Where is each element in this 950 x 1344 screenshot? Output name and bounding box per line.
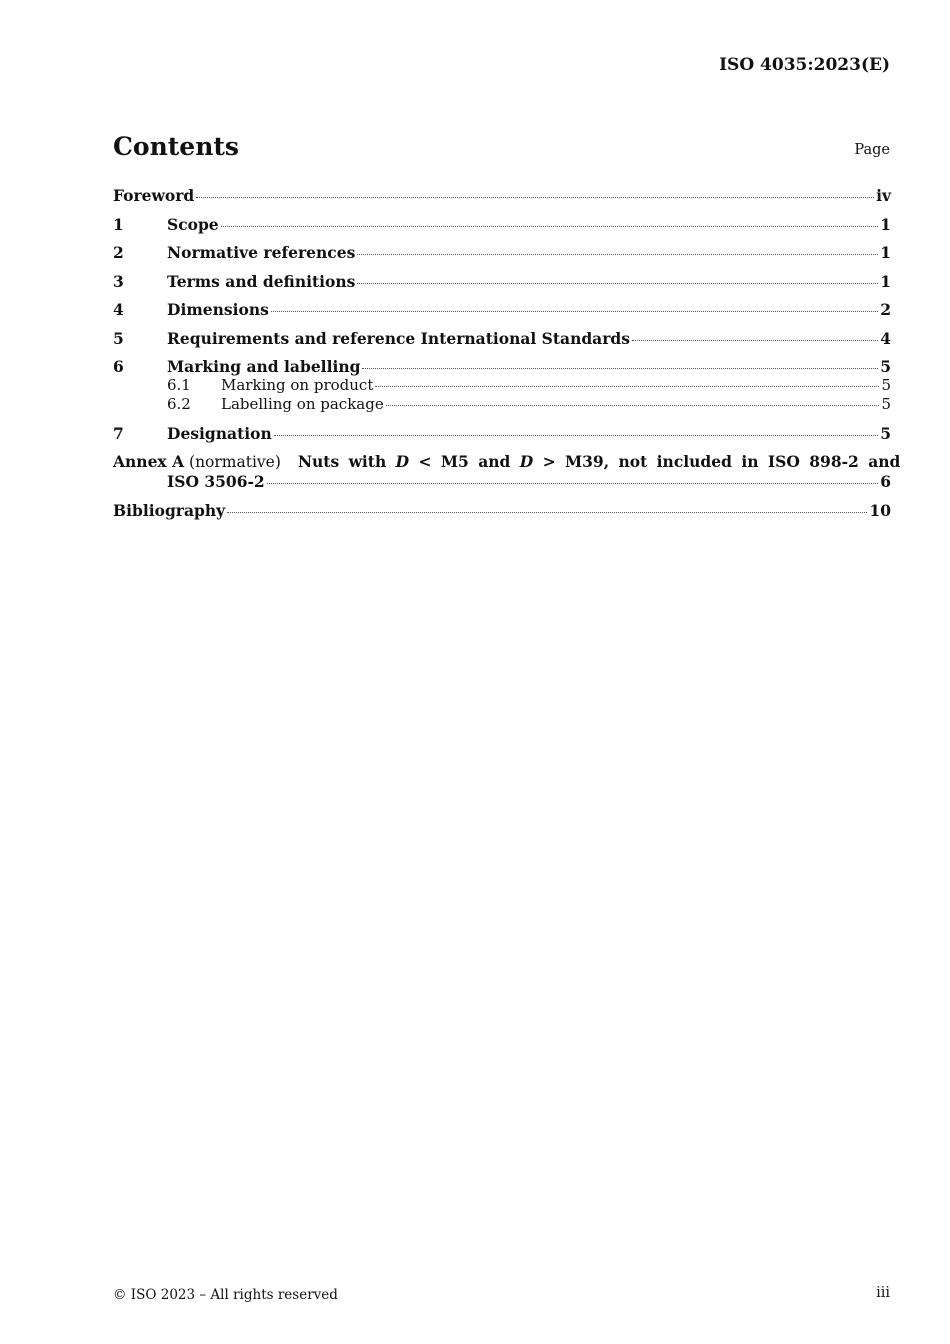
toc-entry-title: Labelling on package — [221, 395, 384, 413]
annex-label: Annex A — [113, 452, 185, 471]
toc-entry-3[interactable] — [113, 272, 891, 291]
toc-entry-title: Normative references — [167, 243, 356, 262]
toc-entry-page: 1 — [880, 214, 891, 234]
toc-entry-page: iv — [876, 186, 891, 205]
page-column-label: Page — [854, 142, 890, 158]
toc-entry-5[interactable] — [113, 329, 891, 348]
toc-entry-page: 1 — [880, 243, 891, 262]
toc-entry-bibliography[interactable] — [113, 501, 891, 520]
toc-entry-4[interactable] — [113, 300, 891, 319]
table-of-contents — [113, 186, 901, 520]
toc-entry-page: 5 — [881, 376, 891, 394]
annex-title-continuation — [167, 472, 891, 491]
contents-header — [113, 132, 890, 164]
page-number: iii — [876, 1285, 890, 1301]
toc-entry-number: 5 — [113, 328, 124, 348]
contents-title: Contents — [113, 132, 240, 161]
toc-entry-title: Scope — [167, 214, 219, 234]
annex-title: Nuts with D < M5 and D > M39, not included in ISO 898-2 and — [297, 452, 901, 471]
toc-entry-number: 4 — [113, 300, 124, 319]
toc-entry-number: 2 — [113, 243, 124, 262]
toc-entry-title: Designation — [167, 423, 272, 443]
toc-entry-annex-a[interactable] — [113, 452, 901, 491]
dot-leader — [386, 405, 880, 406]
dot-leader — [357, 283, 878, 284]
toc-entry-2[interactable] — [113, 243, 891, 262]
annex-kind: (normative) — [189, 453, 281, 471]
toc-entry-number: 6.2 — [167, 395, 191, 413]
dot-leader — [196, 197, 874, 198]
dot-leader — [267, 483, 879, 484]
toc-entry-number: 7 — [113, 423, 124, 443]
toc-entry-title: Dimensions — [167, 300, 269, 319]
dot-leader — [357, 254, 878, 255]
toc-entry-title: Terms and definitions — [167, 271, 356, 291]
dot-leader — [271, 311, 878, 312]
toc-entry-page: 2 — [880, 300, 891, 319]
toc-entry-6[interactable] — [113, 357, 891, 376]
toc-entry-title: Requirements and reference International Standards — [167, 328, 630, 348]
dot-leader — [362, 368, 878, 369]
annex-title-line — [113, 452, 901, 472]
dot-leader — [375, 386, 879, 387]
toc-entry-title: Marking on product — [221, 376, 374, 394]
dot-leader — [274, 435, 878, 436]
toc-entry-number: 3 — [113, 271, 124, 291]
toc-entry-6-1[interactable] — [113, 376, 891, 395]
toc-entry-foreword[interactable] — [113, 186, 891, 205]
toc-entry-page: 6 — [880, 472, 891, 491]
toc-entry-page: 1 — [880, 271, 891, 291]
toc-entry-number: 1 — [113, 214, 124, 234]
toc-entry-page: 10 — [869, 500, 891, 520]
toc-entry-page: 5 — [881, 395, 891, 413]
toc-entry-number: 6 — [113, 357, 124, 376]
toc-entry-page: 5 — [880, 357, 891, 376]
toc-entry-7[interactable] — [113, 424, 891, 443]
toc-entry-title: Foreword — [113, 186, 195, 205]
toc-entry-6-2[interactable] — [113, 395, 891, 414]
copyright-notice: © ISO 2023 – All rights reserved — [113, 1287, 338, 1303]
dot-leader — [632, 340, 878, 341]
toc-entry-page: 4 — [880, 328, 891, 348]
toc-entry-title: Marking and labelling — [167, 357, 361, 376]
dot-leader — [221, 226, 879, 227]
toc-entry-page: 5 — [880, 423, 891, 443]
toc-entry-title: Bibliography — [113, 500, 226, 520]
dot-leader — [227, 512, 867, 513]
annex-title-line2: ISO 3506-2 — [167, 472, 265, 491]
document-id: ISO 4035:2023(E) — [719, 55, 890, 75]
toc-entry-1[interactable] — [113, 215, 891, 234]
toc-entry-number: 6.1 — [167, 376, 191, 394]
